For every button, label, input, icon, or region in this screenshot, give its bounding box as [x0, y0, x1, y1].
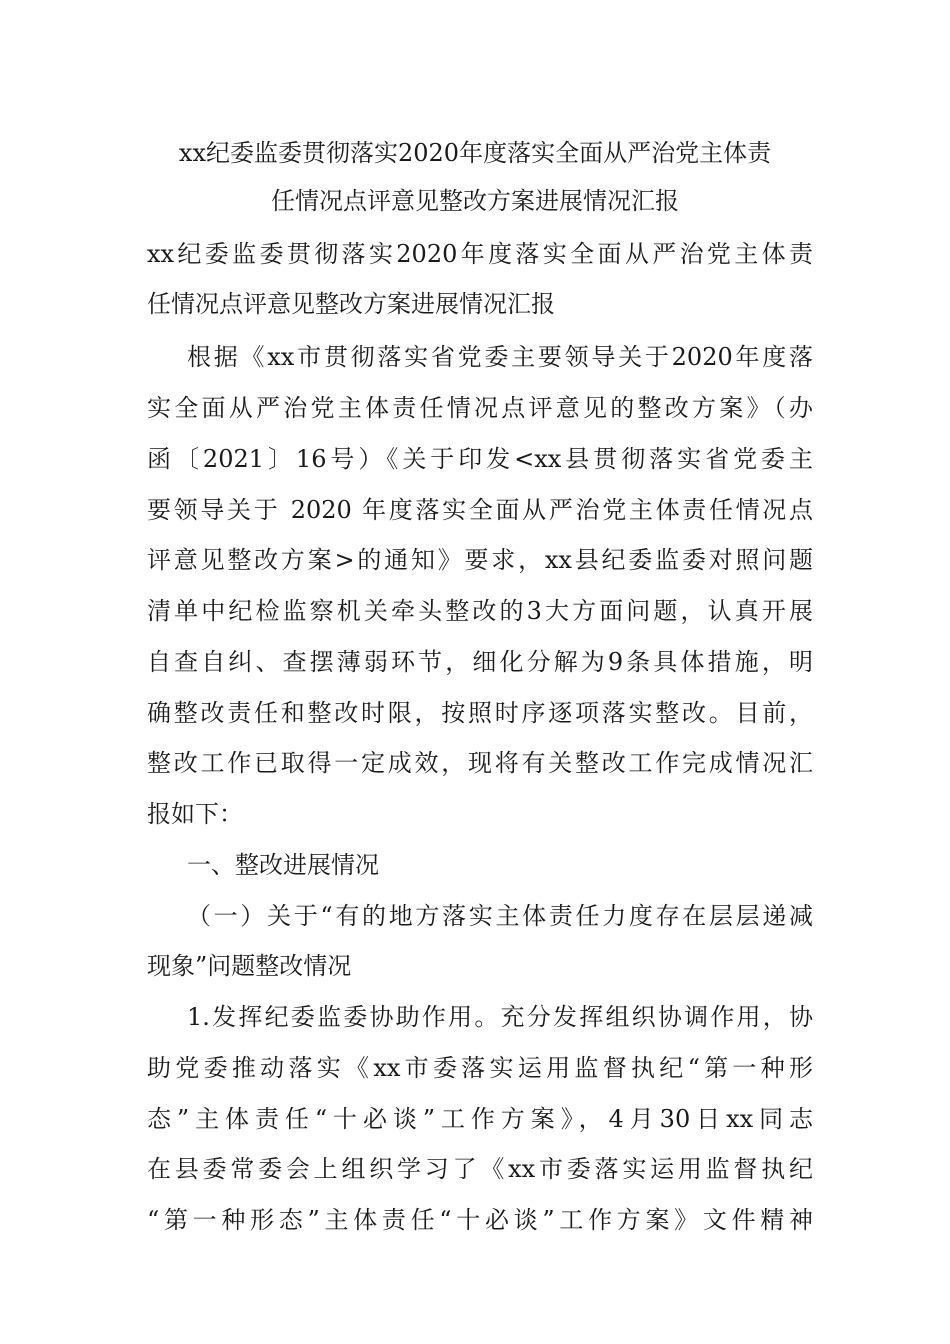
section-heading: 一、整改进展情况 [187, 851, 379, 879]
body-line-5: 评意见整改方案>的通知》要求，xx县纪委监委对照问题 [147, 546, 813, 574]
document-title-line-2: 任情况点评意见整改方案进展情况汇报 [271, 187, 679, 215]
body-line-6: 清单中纪检监察机关牵头整改的3大方面问题，认真开展 [147, 597, 813, 625]
body-line-3: 函〔2021〕16号）《关于印发<xx县贯彻落实省党委主 [147, 445, 813, 473]
body-line-10: 报如下： [147, 800, 243, 828]
body-line-16: 态”主体责任“十必谈”工作方案》，4月30日xx同志 [147, 1105, 813, 1133]
body-line-4: 要领导关于 2020 年度落实全面从严治党主体责任情况点 [147, 496, 813, 524]
body-line-18: “第一种形态”主体责任“十必谈”工作方案》文件精神 [147, 1206, 813, 1234]
body-line-9: 整改工作已取得一定成效，现将有关整改工作完成情况汇 [147, 749, 813, 777]
subtitle-line-2: 任情况点评意见整改方案进展情况汇报 [147, 290, 555, 318]
body-line-7: 自查自纠、查摆薄弱环节，细化分解为9条具体措施，明 [147, 648, 813, 676]
body-line-1: 根据《xx市贯彻落实省党委主要领导关于2020年度落 [187, 343, 813, 371]
body-line-14: 1.发挥纪委监委协助作用。充分发挥组织协调作用，协 [187, 1003, 813, 1031]
document-title-line-1: xx纪委监委贯彻落实2020年度落实全面从严治党主体责 [178, 139, 772, 167]
body-line-17: 在县委常委会上组织学习了《xx市委落实运用监督执纪 [147, 1155, 813, 1183]
body-line-2: 实全面从严治党主体责任情况点评意见的整改方案》（办 [147, 394, 813, 422]
body-line-8: 确整改责任和整改时限，按照时序逐项落实整改。目前， [147, 699, 813, 727]
subsection-heading-line-2: 现象”问题整改情况 [147, 952, 352, 980]
subsection-heading-line-1: （一）关于“有的地方落实主体责任力度存在层层递减 [187, 902, 813, 930]
subtitle-line-1: xx纪委监委贯彻落实2020年度落实全面从严治党主体责 [147, 240, 813, 268]
body-line-15: 助党委推动落实《xx市委落实运用监督执纪“第一种形 [147, 1054, 813, 1082]
